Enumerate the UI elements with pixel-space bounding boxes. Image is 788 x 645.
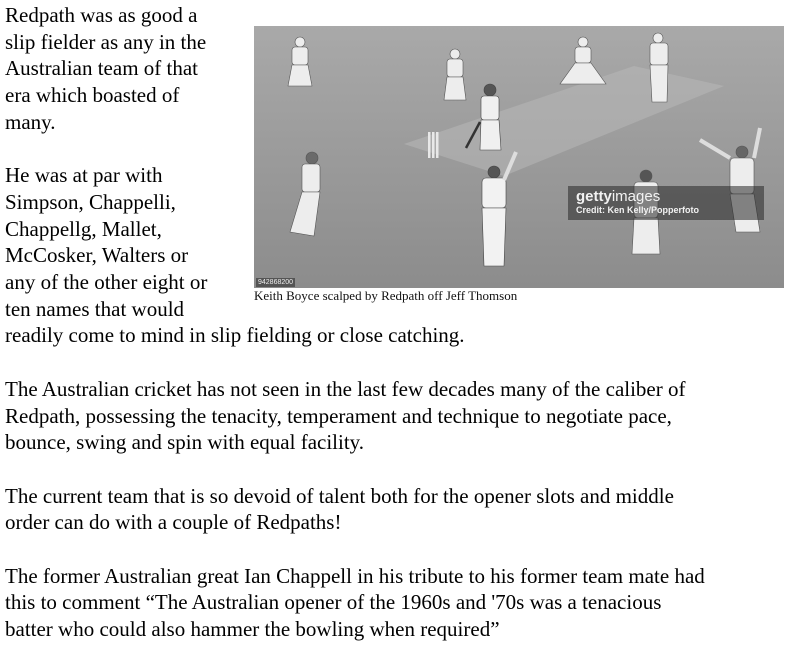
cricket-photo <box>254 26 784 288</box>
article-text-line: Redpath was as good a <box>5 3 198 27</box>
intro-column <box>5 2 245 322</box>
article-text-line: He was at par with <box>5 163 163 188</box>
article-text-line: McCosker, Walters or <box>5 243 189 268</box>
getty-watermark <box>568 186 764 220</box>
article-text-line: Australian team of that <box>5 56 199 81</box>
getty-brand-text <box>576 188 660 205</box>
getty-brand-bold: getty <box>576 188 612 205</box>
paragraph-gap <box>5 136 245 163</box>
article-text-line: The former Australian great Ian Chappell in his tribute to his former team mate had <box>5 563 705 588</box>
article-text-line: Redpath, possessing the tenacity, temperament and technique to negotiate pace, <box>5 403 672 428</box>
article-text-line: slip fielder as any in the <box>5 29 207 54</box>
article-text-line: bounce, swing and spin with equal facility. <box>5 430 365 455</box>
cricket-field-illustration <box>254 26 784 288</box>
paragraph-gap <box>5 456 785 483</box>
article-text-line: Simpson, Chappelli, <box>5 189 176 214</box>
article-text-line: many. <box>5 109 56 134</box>
article-text-line: Chappellg, Mallet, <box>5 216 162 241</box>
article-text-line: any of the other eight or <box>5 270 208 295</box>
article-text-line: readily come to mind in slip fielding or close catching. <box>5 323 465 348</box>
photo-caption: Keith Boyce scalped by Redpath off Jeff Thomson <box>254 288 518 303</box>
getty-brand-thin: images <box>611 188 661 205</box>
cricket-photo-figure <box>254 26 784 304</box>
article-text-line: order can do with a couple of Redpaths! <box>5 510 342 535</box>
photo-credit: Credit: Ken Kelly/Popperfoto <box>576 205 700 215</box>
paragraph-gap <box>5 349 785 376</box>
paragraph-gap <box>5 536 785 563</box>
article-text-line: this to comment “The Australian opener of the 1960s and '70s was a tenacious <box>5 590 662 615</box>
article-text-line: batter who could also hammer the bowling when required” <box>5 617 500 642</box>
article-text-line: ten names that would <box>5 296 185 321</box>
stumps <box>428 132 439 158</box>
article-text-line: The current team that is so devoid of talent both for the opener slots and middle <box>5 483 674 508</box>
photo-id-label: 942868200 <box>258 279 294 286</box>
article-text-line: The Australian cricket has not seen in the last few decades many of the caliber of <box>5 376 686 401</box>
article-text-line: era which boasted of <box>5 83 180 108</box>
